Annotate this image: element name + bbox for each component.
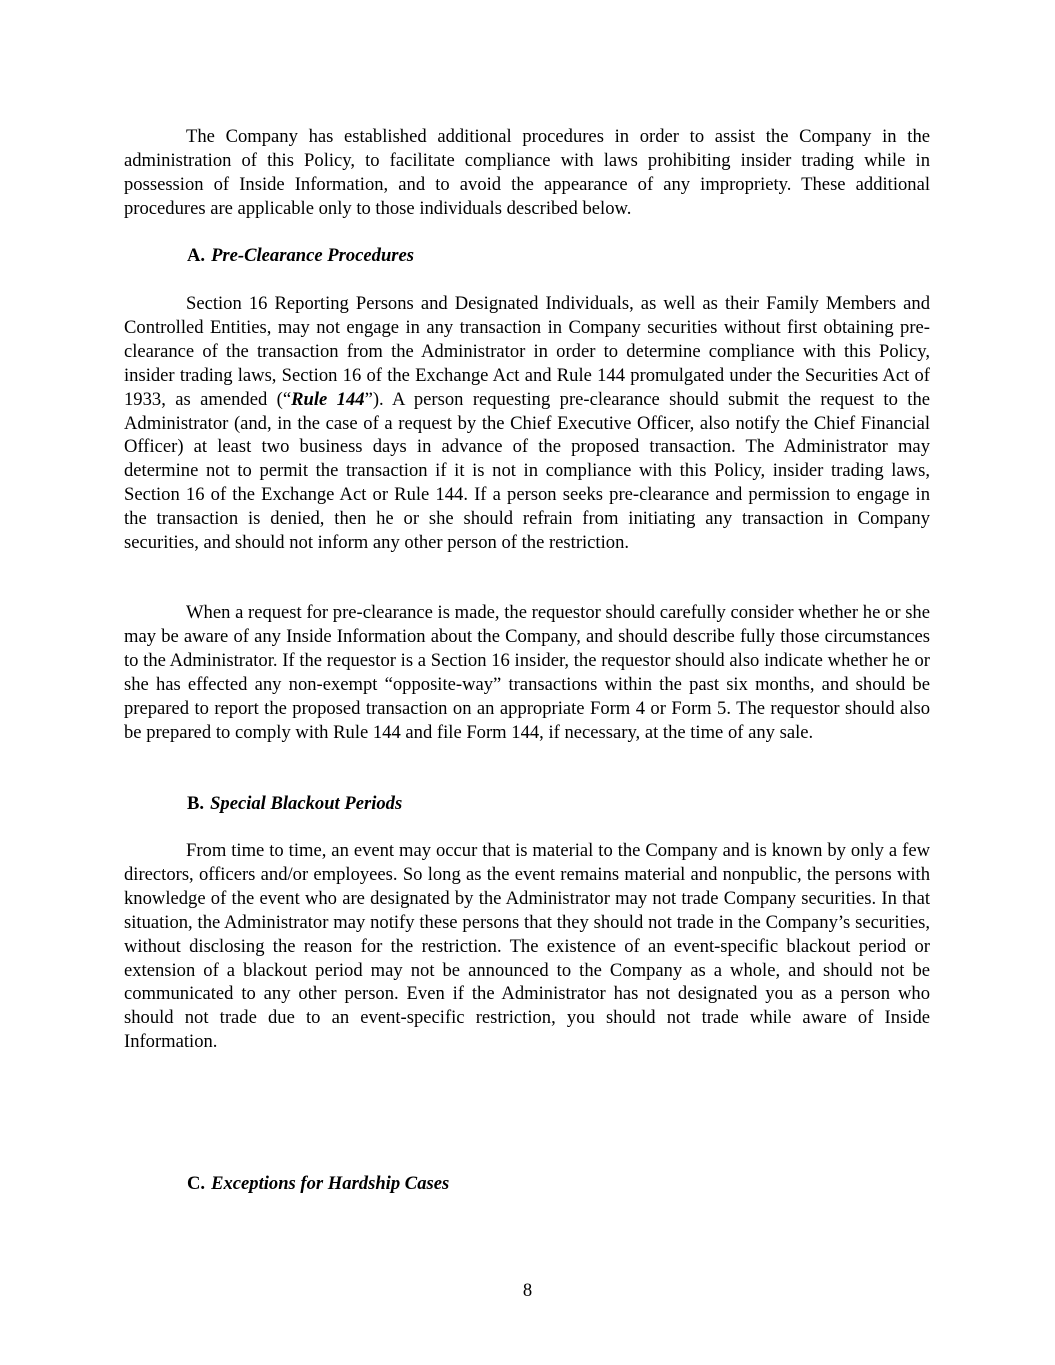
section-a-p1-after: ”). A person requesting pre-clearance should submit the request to the Administrator (and, in the case of a request by the Chief Executive Officer, also notify the Chief Financial Officer) at least two business days in advance of the proposed transaction. The Administrator may determine not to permit the transaction if it is not in compliance with this Policy, insider trading laws, Section 16 of the Exchange Act or Rule 144. If a person seeks pre-clearance and permission to engage in the transaction is denied, then he or she should refrain from initiating any transaction in Company securities, and should not inform any other person of the restriction. bbox=[124, 388, 931, 554]
section-b-title: Special Blackout Periods bbox=[210, 793, 403, 814]
intro-paragraph: The Company has established additional procedures in order to assist the Company in the administration of this Policy, to facilitate compliance with laws prohibiting insider trading while in possession of Inside Information, and to avoid the appearance of any impropriety. These additional procedures are applicable only to those individuals described below. bbox=[124, 126, 930, 219]
section-a-paragraph-2: When a request for pre-clearance is made, the requestor should carefully consider whether he or she may be aware of any Inside Information about the Company, and should describe fully those circumstances to the Administrator. If the requestor is a Section 16 insider, the requestor should also indicate whether he or she has effected any non-exempt “opposite-way” transactions within the past six months, and should be prepared to report the proposed transaction on an appropriate Form 4 or Form 5. The requestor should also be prepared to comply with Rule 144 and file Form 144, if necessary, at the time of any sale. bbox=[124, 602, 930, 743]
section-c-heading bbox=[187, 1172, 449, 1196]
section-a-paragraph-1 bbox=[124, 292, 930, 555]
section-c-title: Exceptions for Hardship Cases bbox=[211, 1173, 450, 1194]
defined-term-rule-144: Rule 144 bbox=[291, 388, 365, 410]
section-c-letter: C. bbox=[187, 1173, 206, 1194]
section-b-heading bbox=[187, 792, 402, 816]
section-a-title: Pre-Clearance Procedures bbox=[211, 245, 415, 266]
section-a-p1-before: Section 16 Reporting Persons and Designated Individuals, as well as their Family Members and Controlled Entities, may not engage in any transaction in Company securities without first obtaining pre-clearance of the transaction from the Administrator in order to determine compliance with this Policy, insider trading laws, Section 16 of the Exchange Act and Rule 144 promulgated under the Securities Act of 1933, as amended (“ bbox=[124, 293, 930, 410]
section-a-heading bbox=[187, 244, 414, 268]
section-b-paragraph-1: From time to time, an event may occur that is material to the Company and is known by only a few directors, officers and/or employees. So long as the event remains material and nonpublic, the persons with knowledge of the event who are designated by the Administrator may not trade Company securities. In that situation, the Administrator may notify these persons that they should not trade in the Company’s securities, without disclosing the reason for the restriction. The existence of an event-specific blackout period or extension of a blackout period may not be announced to the Company as a whole, and should not be communicated to any other person. Even if the Administrator has not designated you as a person who should not trade due to an event-specific restriction, you should not trade while aware of Inside Information. bbox=[124, 840, 930, 1053]
section-a-letter: A. bbox=[187, 245, 206, 266]
section-b-letter: B. bbox=[187, 793, 205, 814]
page-number: 8 bbox=[522, 1280, 533, 1301]
